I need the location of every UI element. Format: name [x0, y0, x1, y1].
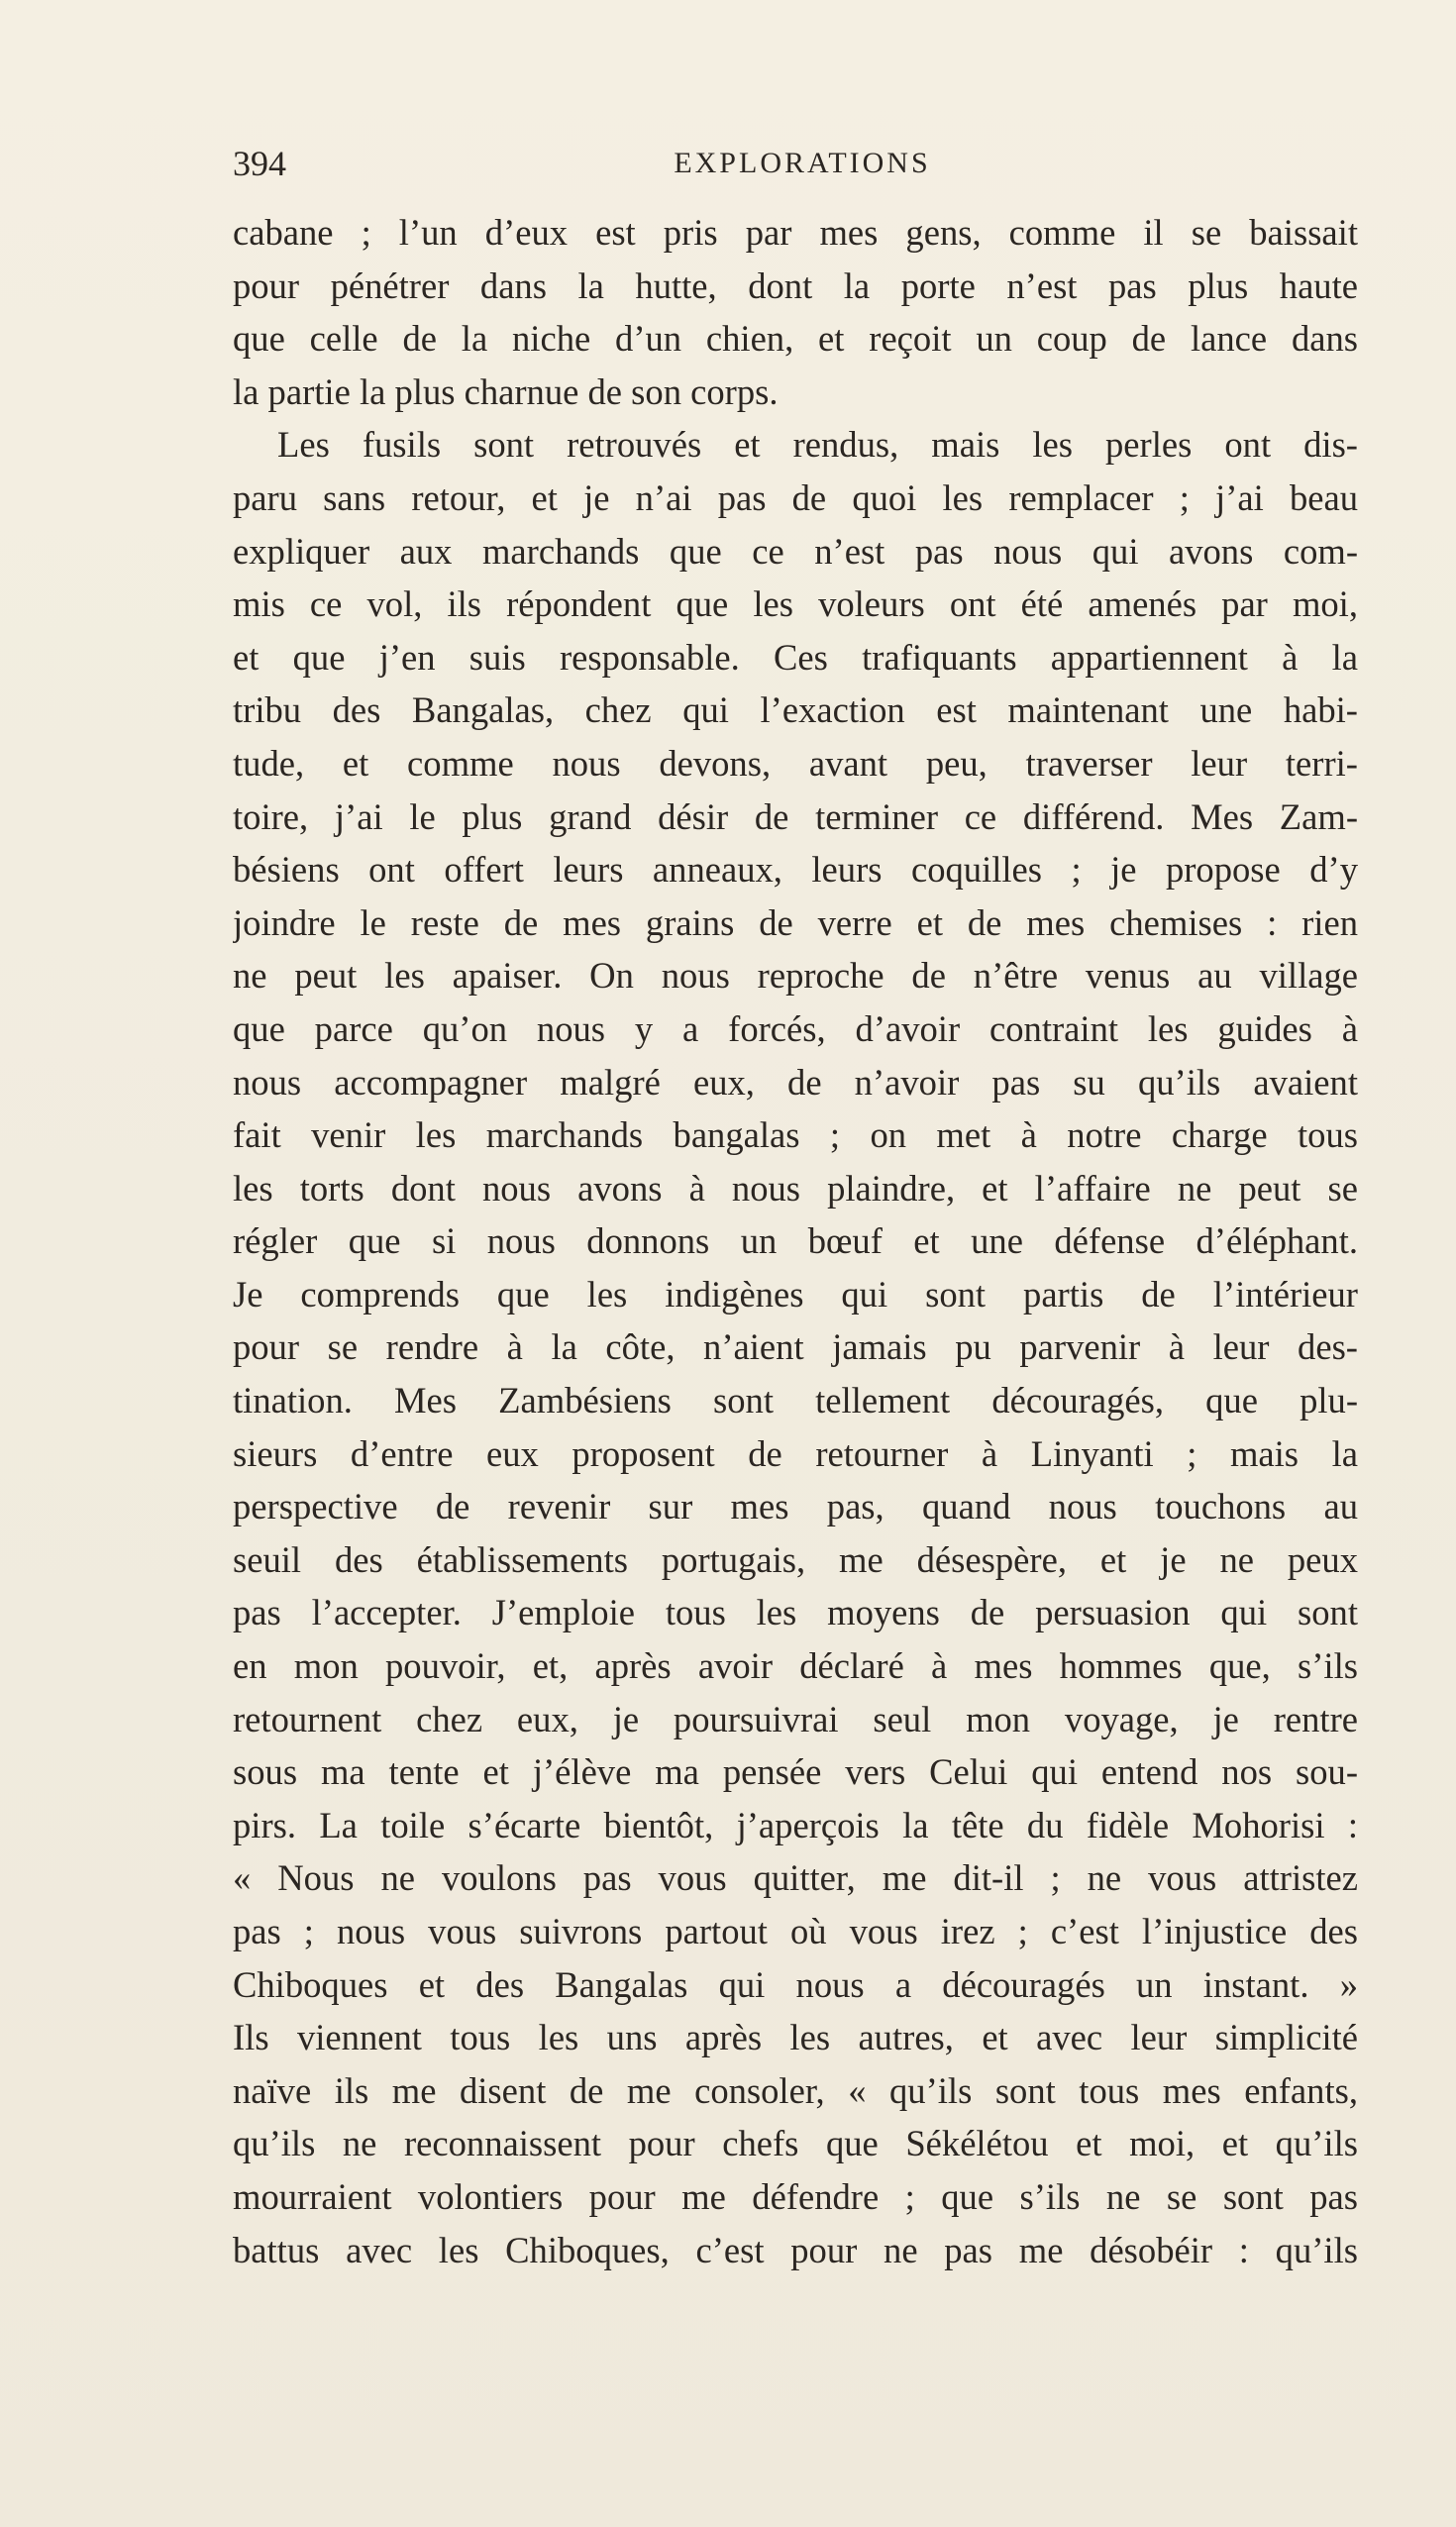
text-line: mis ce vol, ils répondent que les voleurs ont été amenés par moi,: [233, 583, 1358, 625]
text-line: qu’ils ne reconnaissent pour chefs que Sékélétou et moi, et qu’ils: [233, 2123, 1358, 2164]
text-line: perspective de revenir sur mes pas, quand nous touchons au: [233, 1486, 1358, 1527]
text-line: fait venir les marchands bangalas ; on met à notre charge tous: [233, 1114, 1358, 1156]
text-line: pirs. La toile s’écarte bientôt, j’aperçois la tête du fidèle Mohorisi :: [233, 1804, 1358, 1845]
text-line: pour se rendre à la côte, n’aient jamais pu parvenir à leur des-: [233, 1326, 1358, 1368]
text-line: tination. Mes Zambésiens sont tellement découragés, que plu-: [233, 1380, 1358, 1421]
text-line: sous ma tente et j’élève ma pensée vers Celui qui entend nos sou-: [233, 1751, 1358, 1793]
text-line: expliquer aux marchands que ce n’est pas nous qui avons com-: [233, 530, 1358, 572]
text-line: nous accompagner malgré eux, de n’avoir pas su qu’ils avaient: [233, 1061, 1358, 1103]
text-line: que parce qu’on nous y a forcés, d’avoir contraint les guides à: [233, 1007, 1358, 1049]
text-line: paru sans retour, et je n’ai pas de quoi les remplacer ; j’ai beau: [233, 476, 1358, 518]
text-line: « Nous ne voulons pas vous quitter, me dit-il ; ne vous attristez: [233, 1857, 1358, 1899]
text-line: pas l’accepter. J’emploie tous les moyens de persuasion qui sont: [233, 1592, 1358, 1633]
text-line: et que j’en suis responsable. Ces trafiquants appartiennent à la: [233, 636, 1358, 678]
text-line: Je comprends que les indigènes qui sont partis de l’intérieur: [233, 1273, 1358, 1315]
text-line: que celle de la niche d’un chien, et reçoit un coup de lance dans: [233, 318, 1358, 360]
text-line: pas ; nous vous suivrons partout où vous irez ; c’est l’injustice des: [233, 1911, 1358, 1951]
text-line: pour pénétrer dans la hutte, dont la porte n’est pas plus haute: [233, 264, 1358, 306]
text-line: sieurs d’entre eux proposent de retourner à Linyanti ; mais la: [233, 1432, 1358, 1474]
text-line: Les fusils sont retrouvés et rendus, mais les perles ont dis-: [277, 424, 1358, 466]
running-title: EXPLORATIONS: [674, 147, 931, 179]
page-number: 394: [233, 144, 286, 183]
text-line: battus avec les Chiboques, c’est pour ne pas me désobéir : qu’ils: [233, 2229, 1358, 2270]
page-header: [233, 141, 1372, 186]
text-line: cabane ; l’un d’eux est pris par mes gens, comme il se baissait: [233, 212, 1358, 253]
text-line: bésiens ont offert leurs anneaux, leurs coquilles ; je propose d’y: [233, 849, 1358, 891]
text-line: Ils viennent tous les uns après les autres, et avec leur simplicité: [233, 2017, 1358, 2058]
text-line: toire, j’ai le plus grand désir de terminer ce différend. Mes Zam-: [233, 795, 1358, 837]
text-line: la partie la plus charnue de son corps.: [233, 370, 779, 412]
text-line: retournent chez eux, je poursuivrai seul mon voyage, je rentre: [233, 1698, 1358, 1739]
text-line: mourraient volontiers pour me défendre ; que s’ils ne se sont pas: [233, 2175, 1358, 2217]
text-line: seuil des établissements portugais, me désespère, et je ne peux: [233, 1538, 1358, 1580]
body-text: [233, 206, 1358, 2276]
text-line: régler que si nous donnons un bœuf et une défense d’éléphant.: [233, 1220, 1358, 1262]
text-line: tribu des Bangalas, chez qui l’exaction est maintenant une habi-: [233, 689, 1358, 731]
text-line: joindre le reste de mes grains de verre et de mes chemises : rien: [233, 901, 1358, 943]
text-line: les torts dont nous avons à nous plaindre, et l’affaire ne peut se: [233, 1167, 1358, 1209]
text-line: en mon pouvoir, et, après avoir déclaré à mes hommes que, s’ils: [233, 1645, 1358, 1687]
text-line: Chiboques et des Bangalas qui nous a découragés un instant. »: [233, 1963, 1358, 2005]
text-line: ne peut les apaiser. On nous reproche de n’être venus au village: [233, 955, 1358, 997]
text-line: naïve ils me disent de me consoler, « qu’ils sont tous mes enfants,: [233, 2069, 1358, 2111]
text-line: tude, et comme nous devons, avant peu, traverser leur terri-: [233, 742, 1358, 784]
